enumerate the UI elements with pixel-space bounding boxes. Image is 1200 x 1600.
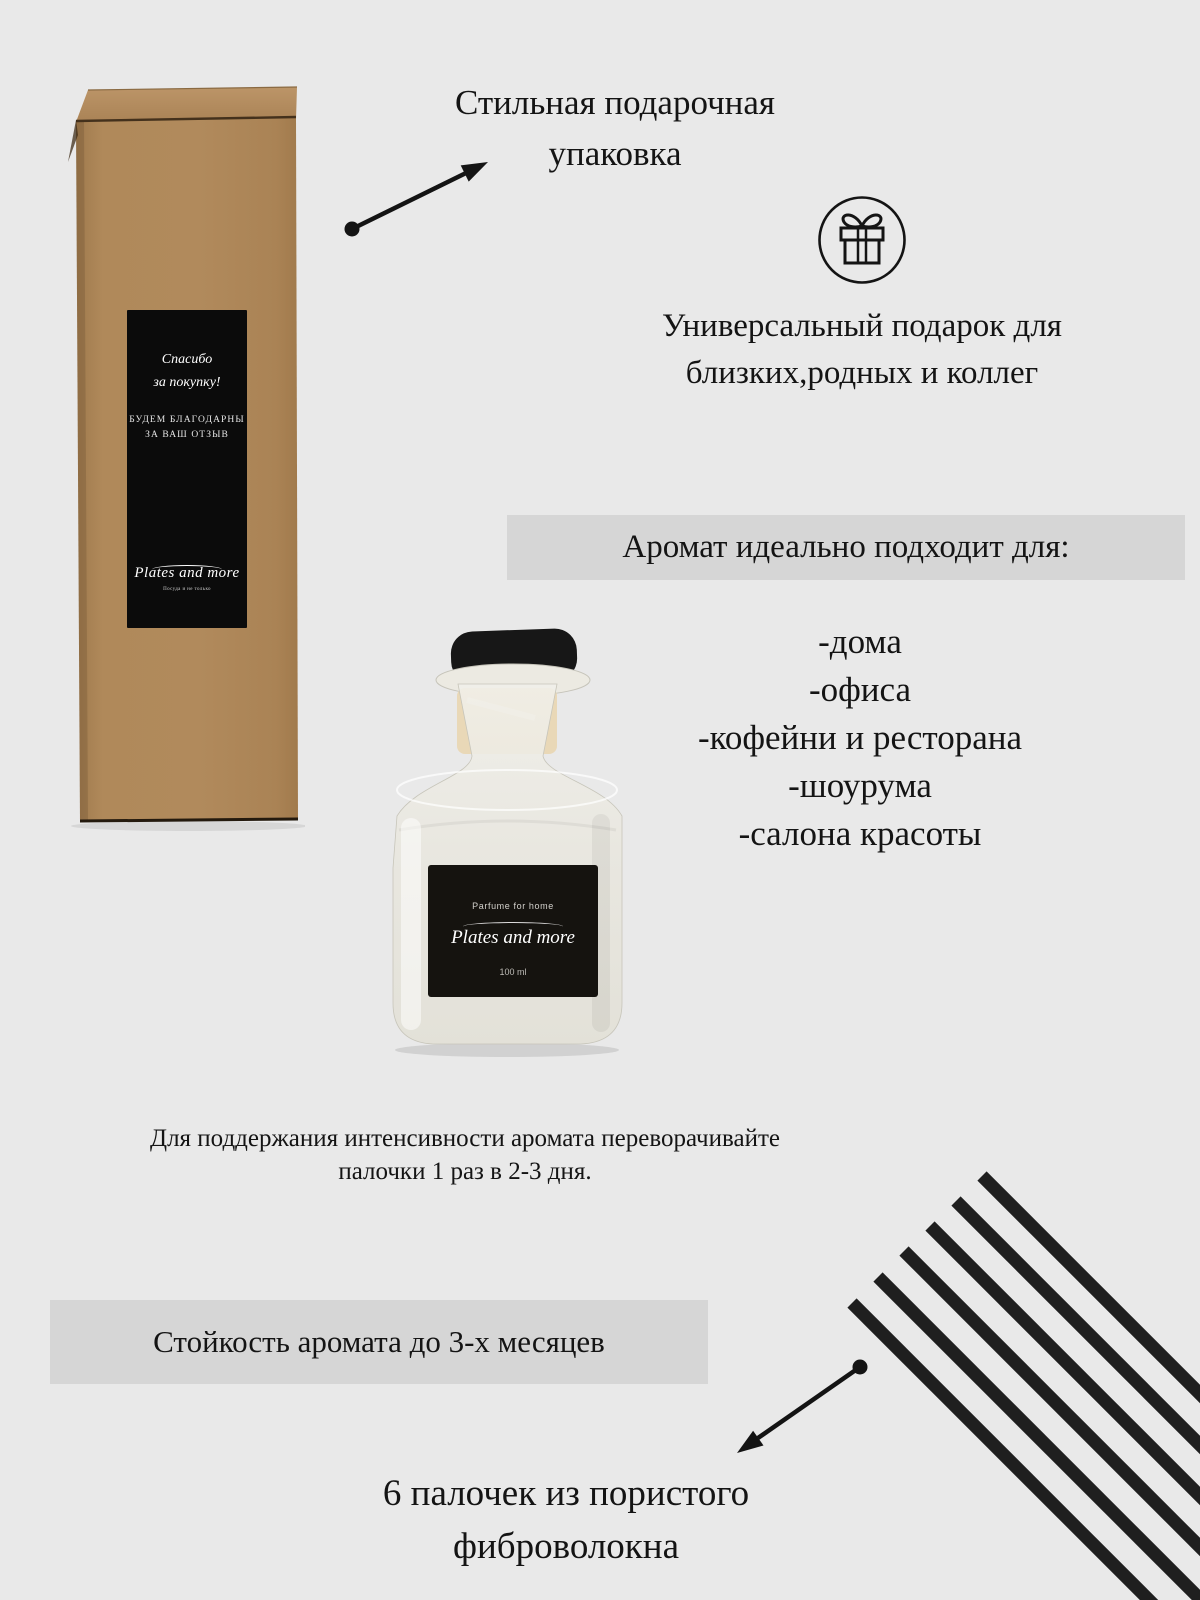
box-label-thanks-line2: за покупку! (153, 375, 221, 390)
box-label-review-line1: БУДЕМ БЛАГОДАРНЫ (129, 415, 245, 425)
sticks-heading-line2: фиброволокна (453, 1525, 679, 1567)
list-item: -кофейни и ресторана (697, 718, 1023, 757)
box-label-review-line2: ЗА ВАШ ОТЗЫВ (145, 430, 229, 440)
bottle-label-top-text: Parfume for home (472, 901, 554, 911)
bottle-shadow (395, 1043, 619, 1057)
list-item: -дома (818, 622, 902, 661)
gift-icon (817, 195, 907, 285)
arrow-to-sticks (715, 1352, 875, 1467)
bottle-label (428, 865, 598, 997)
box-brand-logo: Plates and more (134, 565, 240, 581)
arrow-to-box (335, 140, 505, 245)
box-bottom-edge (80, 819, 298, 821)
gift-packaging-line2: упаковка (548, 133, 682, 173)
maintenance-line1: Для поддержания интенсивности аромата переворачивайте (150, 1125, 780, 1152)
universal-gift-line1: Универсальный подарок для (662, 308, 1062, 344)
bottle-volume: 100 ml (499, 967, 527, 977)
list-item: -офиса (808, 670, 912, 709)
longevity-banner-text: Стойкость аромата до 3-х месяцев (153, 1324, 605, 1359)
sticks-heading (266, 1468, 866, 1573)
fiber-stick (878, 1277, 1200, 1600)
gift-packaging-line1: Стильная подарочная (454, 83, 776, 122)
sticks-heading-line1: 6 палочек из пористого (382, 1473, 750, 1514)
box-shadow (71, 821, 305, 831)
universal-gift-heading (562, 303, 1162, 397)
aroma-banner (507, 515, 1185, 580)
list-item: -шоурума (788, 766, 932, 805)
bottle-brand-logo: Plates and more (451, 927, 575, 948)
universal-gift-line2: близких,родных и коллег (685, 354, 1039, 391)
box-label-thanks-line1: Спасибо (161, 352, 213, 367)
longevity-banner (50, 1300, 708, 1384)
aroma-list (535, 618, 1185, 858)
box-label (127, 310, 247, 628)
box-brand-tagline: Посуда и не только (163, 587, 211, 592)
aroma-banner-text: Аромат идеально подходит для: (622, 529, 1070, 565)
list-item: -салона красоты (738, 814, 982, 853)
maintenance-line2: палочки 1 раз в 2-3 дня. (338, 1158, 592, 1185)
